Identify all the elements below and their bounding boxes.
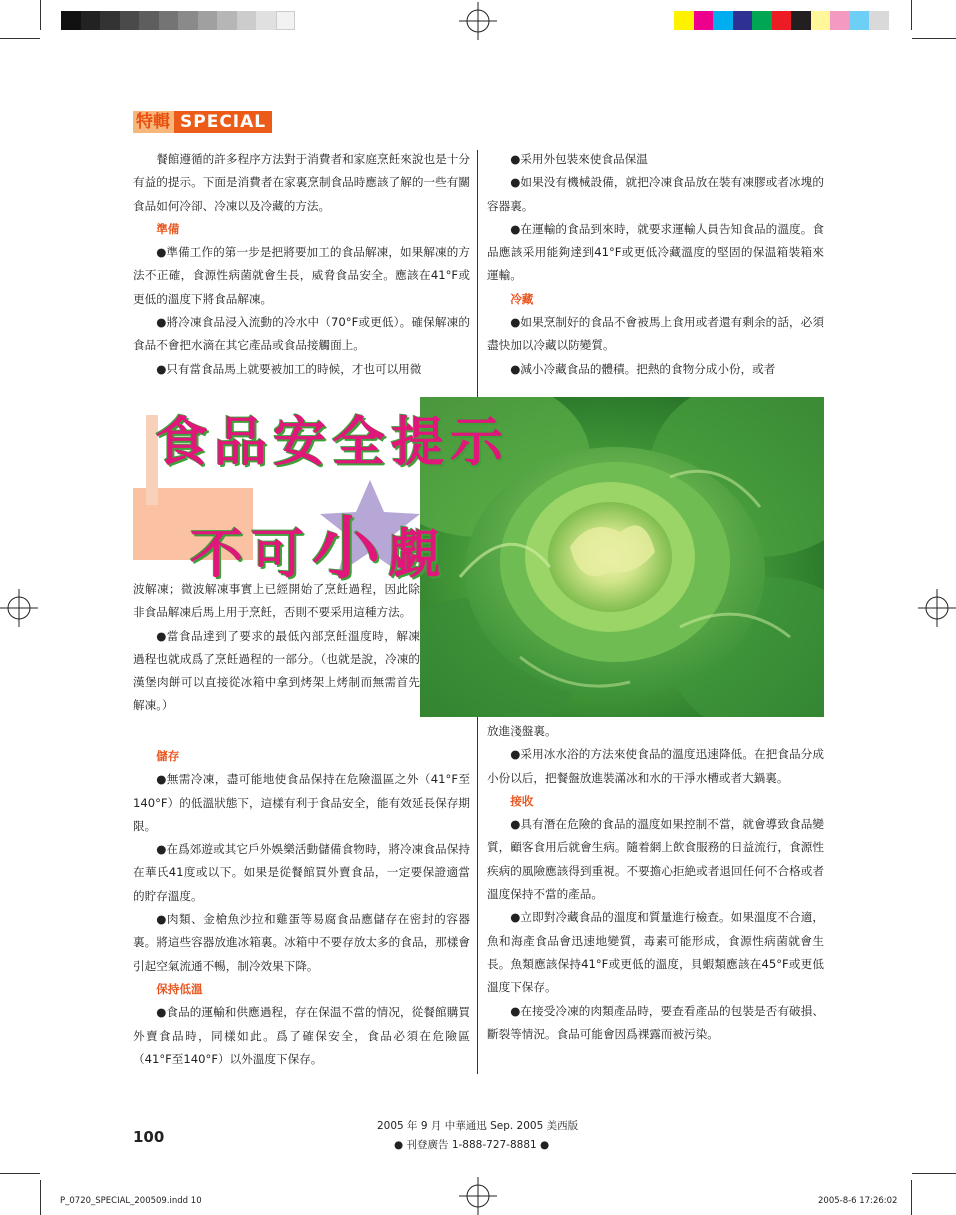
file-slug: P_0720_SPECIAL_200509.indd 10: [60, 1196, 202, 1206]
paragraph: ●如果没有機械設備，就把冷凍食品放在裝有凍膠或者冰塊的容器裏。: [487, 175, 824, 213]
paragraph: ●在接受冷凍的肉類產品時，要查看產品的包裝是否有破損、斷裂等情況。食品可能會因爲裸露而被污染。: [487, 1003, 824, 1041]
registration-mark-left: [0, 589, 38, 627]
paragraph: 餐館遵循的許多程序方法對于消費者和家庭烹飪來說也是十分有益的提示。下面是消費者在家裏烹制食品時應該了解的一些有關食品如何冷卻、冷凍以及冷藏的方法。: [133, 152, 470, 213]
paragraph: ●在運輸的食品到來時，就要求運輸人員告知食品的溫度。食品應該采用能夠達到41°F或更低冷藏溫度的堅固的保温箱裝箱來運輸。: [487, 221, 824, 283]
registration-mark-bottom: [459, 1177, 497, 1215]
paragraph: ●減小冷藏食品的體積。把熱的食物分成小份，或者: [510, 361, 776, 376]
headline-line1: 食品安全提示: [155, 411, 509, 473]
paragraph: ●食品的運輸和供應過程，存在保温不當的情况，從餐館購買外賣食品時，同樣如此。爲了確保安全，食品必須在危險區（41°F至140°F）以外溫度下保存。: [133, 1005, 470, 1066]
paragraph-continued: 放進淺盤裏。: [487, 724, 557, 738]
color-swatches: [674, 11, 889, 30]
headline-line2-pre: 不可: [190, 523, 312, 585]
timestamp-slug: 2005-8-6 17:26:02: [818, 1196, 898, 1206]
paragraph: ●肉類、金槍魚沙拉和雞蛋等易腐食品應儲存在密封的容器裏。將這些容器放進冰箱裏。冰箱中不要存放太多的食品，那樣會引起空氣流通不暢，制冷效果下降。: [133, 912, 470, 973]
paragraph: ●當食品達到了要求的最低內部烹飪溫度時，解凍過程也就成爲了烹飪過程的一部分。（也就是說，冷凍的漢堡肉餅可以直接從冰箱中拿到烤架上烤制而無需首先解凍。）: [133, 628, 420, 713]
column-left-middle: [133, 578, 420, 718]
section-tag: [133, 111, 272, 133]
column-left-top: [133, 148, 470, 381]
paragraph: ●采用冰水浴的方法來使食品的溫度迅速降低。在把食品分成小份以后，把餐盤放進裝滿冰和水的干淨水槽或者大鍋裏。: [487, 747, 824, 785]
headline-line2-big: 小: [312, 509, 389, 589]
column-left-bottom: [133, 745, 470, 1071]
section-heading: 保持低溫: [156, 981, 203, 996]
paragraph: ●在爲郊遊或其它戶外娛樂活動儲備食物時，將冷凍食品保持在華氏41度或以下。如果是從餐館買外賣食品，一定要保證適當的貯存溫度。: [133, 842, 470, 903]
section-tag-zh: 特輯: [133, 111, 174, 133]
paragraph: ●采用外包裝來使食品保温: [510, 152, 648, 166]
grayscale-swatches: [61, 11, 295, 30]
registration-mark-right: [918, 589, 956, 627]
paragraph: ●如果烹制好的食品不會被馬上食用或者還有剩余的話，必須盡快加以冷藏以防變質。: [487, 315, 824, 353]
paragraph: ●將冷凍食品浸入流動的冷水中（70°F或更低）。確保解凍的食品不會把水滴在其它產品或食品接觸面上。: [133, 315, 470, 353]
issue-line: 2005 年 9 月 中華通迅 Sep. 2005 美西版: [377, 1120, 579, 1132]
page-number: 100: [133, 1128, 165, 1146]
ad-line: ● 刊登廣告 1-888-727-8881 ●: [394, 1139, 550, 1151]
paragraph: ●立即對冷藏食品的溫度和質量進行檢查。如果溫度不合適，魚和海產食品會迅速地變質，毒素可能形成，食源性病菌就會生長。魚類應該保持41°F或更低的溫度，貝蝦類應該在45°F或更低溫度下保存。: [487, 910, 824, 995]
registration-mark-top: [459, 2, 497, 40]
column-right-bottom: [487, 720, 824, 1046]
paragraph: ●只有當食品馬上就要被加工的時候，才也可以用微: [156, 361, 422, 376]
section-tag-en: SPECIAL: [174, 111, 272, 133]
paragraph-continued: 波解凍；微波解凍事實上已經開始了烹飪過程，因此除非食品解凍后馬上用于烹飪，否則不要采用這種方法。: [133, 582, 420, 620]
section-heading: 接收: [510, 793, 534, 808]
headline-line2-post: 覷: [388, 523, 450, 585]
section-heading: 冷藏: [510, 291, 534, 306]
headline-line2: [190, 495, 449, 592]
paragraph: ●具有潛在危險的食品的溫度如果控制不當，就會導致食品變質，顧客食用后就會生病。隨着網上飲食服務的日益流行，食源性疾病的風險應該得到重視。不要擔心拒絶或者退回任何不合格或者溫度保持不當的產品。: [487, 817, 824, 902]
paragraph: ●準備工作的第一步是把將要加工的食品解凍，如果解凍的方法不正確，食源性病菌就會生長，威脅食品安全。應該在41°F或更低的溫度下將食品解凍。: [133, 245, 470, 306]
section-heading: 準備: [156, 221, 180, 236]
paragraph: ●無需冷凍，盡可能地使食品保持在危險溫區之外（41°F至140°F）的低溫狀態下，這樣有利于食品安全，能有效延長保存期限。: [133, 772, 470, 833]
section-heading: 儲存: [156, 749, 180, 763]
column-right-top: [487, 148, 824, 381]
